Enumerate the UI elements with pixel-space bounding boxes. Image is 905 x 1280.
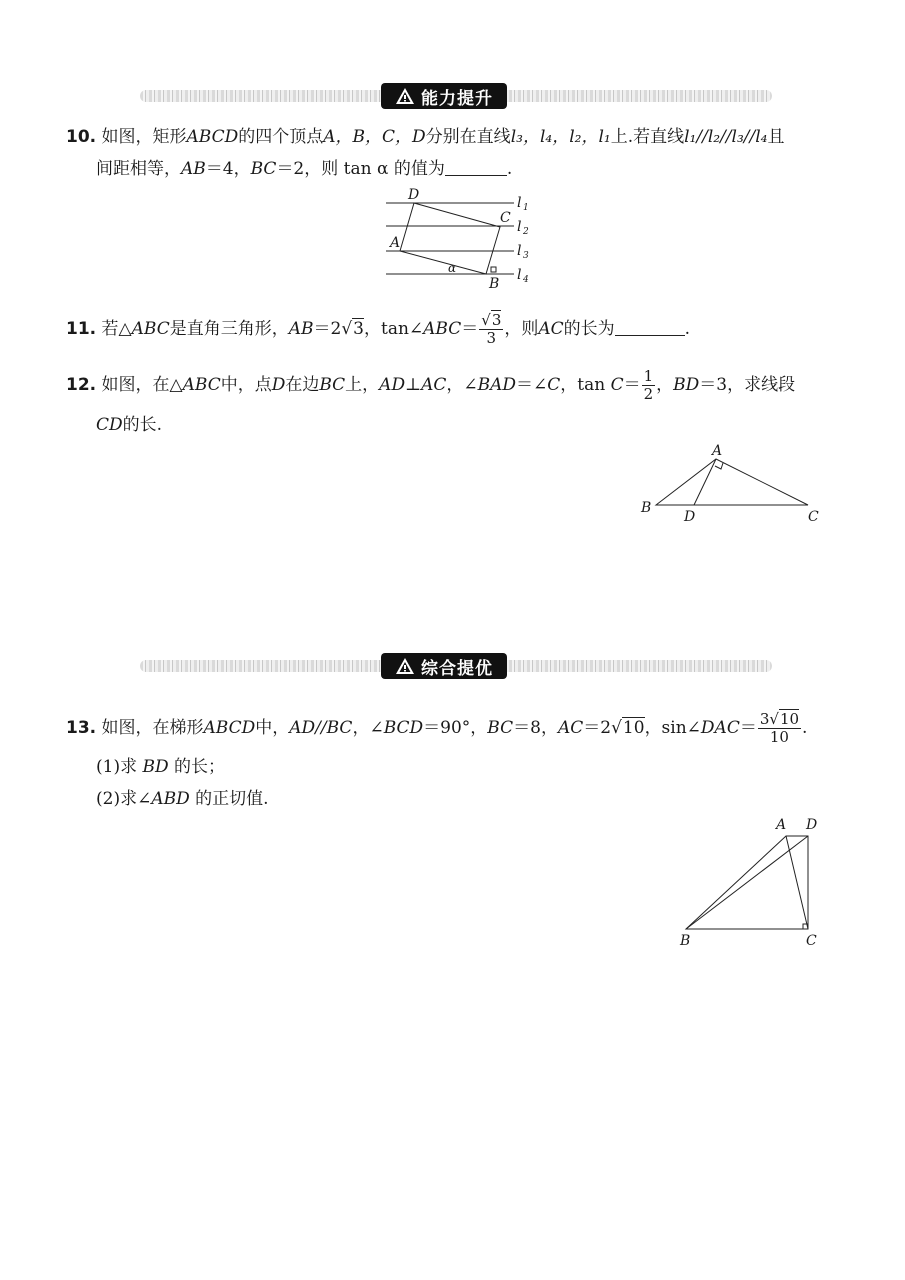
right-angle-mark <box>491 267 496 272</box>
text: 如图，在△ <box>101 375 183 395</box>
banner-box <box>381 653 507 679</box>
label-l2: l <box>517 219 522 235</box>
triangle-abc <box>656 459 808 505</box>
denominator: 3 <box>486 329 497 347</box>
radicand: 3 <box>491 311 502 329</box>
math: C <box>610 375 624 395</box>
math: AD⊥AC <box>379 375 447 395</box>
label-c: C <box>808 509 819 525</box>
radicand: 3 <box>353 319 364 339</box>
coefficient: 3 <box>759 710 770 728</box>
text: ，sin∠ <box>644 718 701 738</box>
label-l1-sub: 1 <box>523 203 529 213</box>
math: BD <box>673 375 700 395</box>
answer-blank <box>445 157 507 176</box>
text: 的长为 <box>563 319 615 339</box>
text: 上.若直线 <box>610 127 685 147</box>
text: 间距相等， <box>96 159 181 179</box>
text: . <box>684 319 691 339</box>
label-l4-sub: 4 <box>523 275 529 285</box>
answer-blank <box>615 317 685 336</box>
math: l₃，l₄，l₂，l₁ <box>510 127 611 147</box>
question-number: 10. <box>66 127 97 147</box>
question-number: 11. <box>66 319 97 339</box>
text: 的四个顶点 <box>238 127 324 147</box>
math: BCD <box>383 718 424 738</box>
math: ABD <box>151 789 190 809</box>
label-a: A <box>712 443 723 459</box>
banner-box <box>381 83 507 109</box>
math: ABCD <box>203 718 256 738</box>
text: ＝ <box>623 375 641 395</box>
text: ＝2，则 tan α 的值为 <box>276 159 445 179</box>
question-11 <box>66 312 690 347</box>
sqrt: √10 <box>611 718 645 738</box>
question-12-line2 <box>96 410 162 440</box>
sqrt: √3 <box>341 319 364 339</box>
text: 的长； <box>174 757 226 777</box>
text: ＝90°， <box>423 718 488 738</box>
text: ＝2 <box>313 319 342 339</box>
label-b: B <box>680 933 691 949</box>
text: 分别在直线 <box>425 127 511 147</box>
label-l4: l <box>517 267 522 283</box>
math: BC <box>319 375 346 395</box>
question-12 <box>66 368 795 403</box>
label-l3: l <box>517 243 522 259</box>
question-13 <box>66 711 807 746</box>
label-c: C <box>806 933 817 949</box>
label-d: D <box>408 187 420 203</box>
radicand: 10 <box>622 718 645 738</box>
diagonal-ac <box>786 836 808 929</box>
segment-ad <box>694 459 716 505</box>
denominator: 10 <box>769 728 789 746</box>
text: ，∠ <box>446 375 478 395</box>
text: 且 <box>767 127 785 147</box>
text: ， <box>656 375 674 395</box>
text: 的长. <box>122 415 163 435</box>
label-l2-sub: 2 <box>523 227 529 237</box>
text: 是直角三角形， <box>169 319 289 339</box>
math: AD//BC <box>289 718 353 738</box>
text: ，∠ <box>352 718 384 738</box>
numerator: √3 <box>481 311 502 329</box>
label-d: D <box>806 817 818 833</box>
section-banner-comprehensive <box>140 653 772 679</box>
math: l₁//l₂//l₃//l₄ <box>684 127 768 147</box>
math: C <box>547 375 561 395</box>
question-10-line2 <box>96 154 512 184</box>
math: ABC <box>131 319 170 339</box>
numerator: 1 <box>643 367 654 385</box>
question-10 <box>66 122 784 152</box>
denominator: 2 <box>643 385 654 403</box>
radicand: 10 <box>779 710 800 728</box>
math: ABC <box>182 375 221 395</box>
math: AC <box>538 319 564 339</box>
math: AB <box>181 159 206 179</box>
text: 上， <box>345 375 380 395</box>
text: ，则 <box>504 319 539 339</box>
math: D <box>271 375 286 395</box>
warning-triangle-icon <box>395 657 415 675</box>
math: BC <box>487 718 514 738</box>
text: ＝∠ <box>516 375 548 395</box>
text: 若△ <box>101 319 132 339</box>
fraction <box>479 312 503 347</box>
math: DAC <box>700 718 740 738</box>
math: ABCD <box>186 127 239 147</box>
text: 如图，矩形 <box>101 127 187 147</box>
trapezoid-abcd <box>686 836 808 929</box>
fraction <box>642 368 656 403</box>
label-l1: l <box>517 195 522 211</box>
math: CD <box>96 415 123 435</box>
right-angle-mark <box>715 463 723 469</box>
question-13-part2 <box>96 784 269 814</box>
question-13-part1 <box>96 752 225 782</box>
text: . <box>506 159 513 179</box>
text: ，tan∠ <box>363 319 424 339</box>
question-number: 13. <box>66 718 97 738</box>
numerator: 3√10 <box>759 710 800 728</box>
text: . <box>802 718 808 738</box>
label-a: A <box>390 235 401 251</box>
text: ＝ <box>461 319 479 339</box>
label-d: D <box>684 509 696 525</box>
rectangle-abcd <box>400 203 500 274</box>
label-c: C <box>500 210 511 226</box>
section-banner-ability <box>140 83 772 109</box>
label-l3-sub: 3 <box>523 251 529 261</box>
math: ABC <box>423 319 462 339</box>
section-title: 能力提升 <box>421 88 493 109</box>
text: ＝8， <box>513 718 558 738</box>
math: BAD <box>477 375 517 395</box>
diagonal-bd <box>686 836 808 929</box>
warning-triangle-icon <box>395 87 415 105</box>
text: (2)求∠ <box>96 789 152 809</box>
math: BD <box>142 757 169 777</box>
section-title: 综合提优 <box>421 658 493 679</box>
right-angle-mark <box>803 924 808 929</box>
label-a: A <box>776 817 787 833</box>
label-b: B <box>489 276 500 292</box>
text: 中， <box>255 718 290 738</box>
math: BC <box>250 159 277 179</box>
text: ＝ <box>739 718 757 738</box>
label-b: B <box>641 500 652 516</box>
text: 如图，在梯形 <box>101 718 204 738</box>
text: 的正切值. <box>195 789 269 809</box>
text: 中，点 <box>220 375 272 395</box>
text: ＝2 <box>583 718 612 738</box>
text: 在边 <box>285 375 320 395</box>
text: (1)求 <box>96 757 138 777</box>
math: AB <box>288 319 314 339</box>
math: AC <box>557 718 584 738</box>
question-number: 12. <box>66 375 97 395</box>
text: ＝4， <box>205 159 251 179</box>
text: ＝3，求线段 <box>699 375 796 395</box>
text: ，tan <box>560 375 606 395</box>
label-alpha: α <box>448 261 457 275</box>
math: A，B，C，D <box>323 127 426 147</box>
fraction <box>758 711 801 746</box>
